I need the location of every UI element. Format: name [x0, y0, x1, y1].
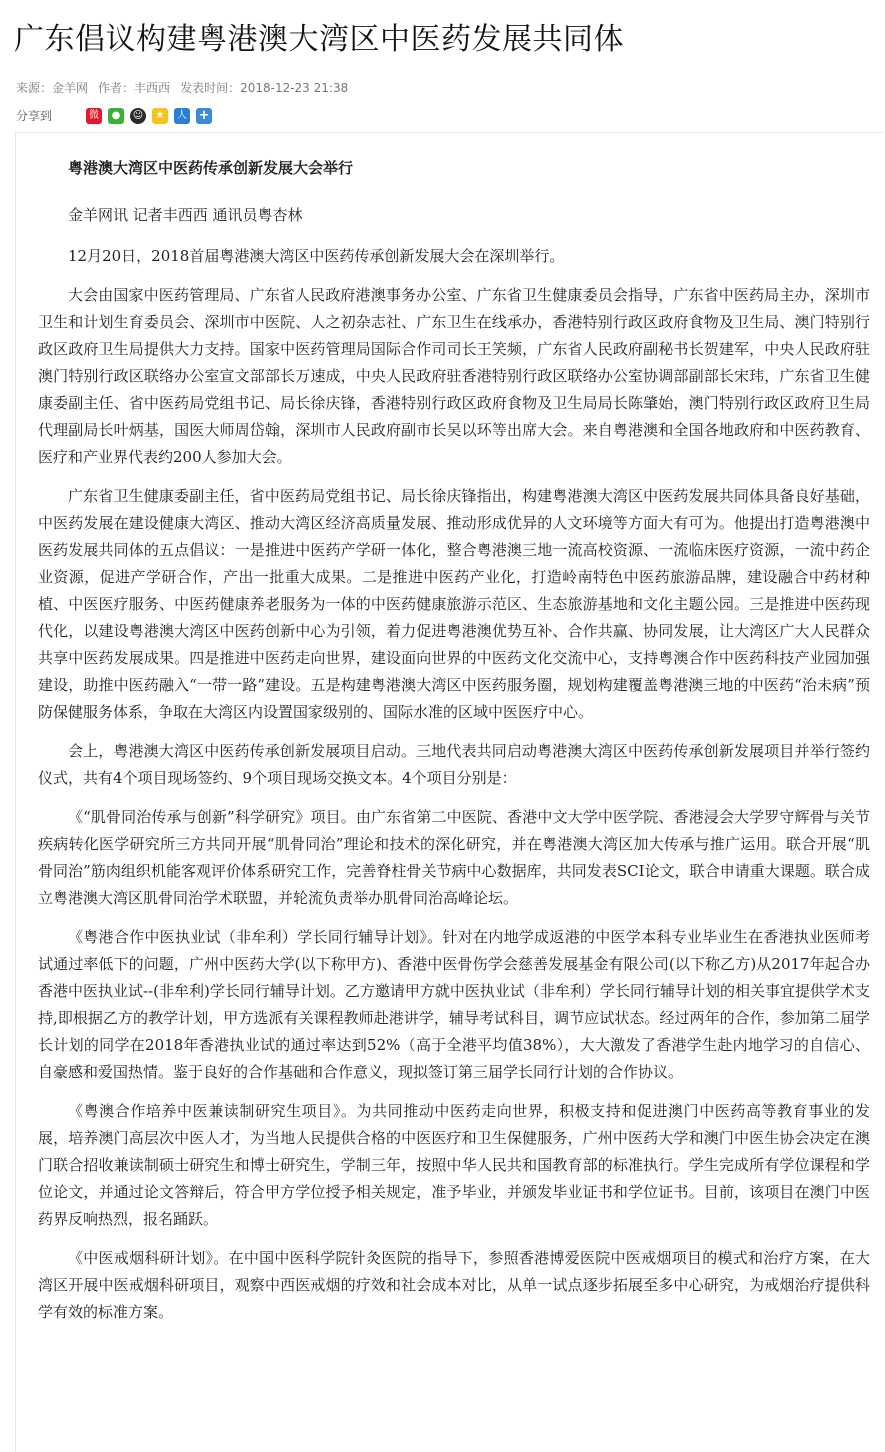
- more-share-icon[interactable]: +: [196, 108, 212, 124]
- article-body: [15, 132, 883, 1452]
- paragraph: 《中医戒烟科研计划》。在中国中医科学院针灸医院的指导下，参照香港博爱医院中医戒烟项目的模式和治疗方案，在大湾区开展中医戒烟科研项目，观察中西医戒烟的疗效和社会成本对比，从单一试点逐步拓展至多中心研究，为戒烟治疗提供科学有效的标准方案。: [38, 1249, 870, 1321]
- page-title: 广东倡议构建粤港澳大湾区中医药发展共同体: [14, 22, 624, 57]
- source-label: 来源：: [16, 81, 53, 95]
- paragraph: 12月20日，2018首届粤港澳大湾区中医药传承创新发展大会在深圳举行。: [68, 247, 565, 265]
- paragraph: 大会由国家中医药管理局、广东省人民政府港澳事务办公室、广东省卫生健康委员会指导，广东省中医药局主办，深圳市卫生和计划生育委员会、深圳市中医院、人之初杂志社、广东卫生在线承办，香港特别行政区政府食物及卫生局、澳门特别行政区政府卫生局提供大力支持。国家中医药管理局国际合作司司长王笑频，广东省人民政府副秘书长贺建军，中央人民政府驻澳门特别行政区联络办公室宣文部部长万速成，中央人民政府驻香港特别行政区联络办公室协调部副部长宋玮，广东省卫生健康委副主任、省中医药局党组书记、局长徐庆锋，香港特别行政区政府食物及卫生局局长陈肇始，澳门特别行政区政府卫生局代理副局长叶炳基，国医大师周岱翰，深圳市人民政府副市长吴以环等出席大会。来自粤港澳和全国各地政府和中医药教育、医疗和产业界代表约200人参加大会。: [38, 286, 870, 466]
- paragraph: 《粤港合作中医执业试（非牟利）学长同行辅导计划》。针对在内地学成返港的中医学本科专业毕业生在香港执业医师考试通过率低下的问题，广州中医药大学(以下称甲方)、香港中医骨伤学会慈善发展基金有限公司(以下称乙方)从2017年起合办香港中医执业试--(非牟利)学长同行辅导计划。乙方邀请甲方就中医执业试（非牟利）学长同行辅导计划的相关事宜提供学术支持,即根据乙方的教学计划，甲方选派有关课程教师赴港讲学，辅导考试科目，调节应试状态。经过两年的合作，参加第二届学长计划的同学在2018年香港执业试的通过率达到52%（高于全港平均值38%），大大激发了香港学生赴内地学习的自信心、自豪感和爱国热情。鉴于良好的合作基础和合作意义，现拟签订第三届学长同行计划的合作协议。: [38, 928, 870, 1081]
- article-meta: [16, 79, 348, 96]
- share-bar: [16, 107, 212, 124]
- source-value[interactable]: 金羊网: [52, 81, 89, 95]
- wechat-icon[interactable]: ●: [108, 108, 124, 124]
- time-label: 发表时间：: [180, 81, 241, 95]
- paragraph: 广东省卫生健康委副主任，省中医药局党组书记、局长徐庆锋指出，构建粤港澳大湾区中医药发展共同体具备良好基础，中医药发展在建设健康大湾区、推动大湾区经济高质量发展、推动形成优异的人文环境等方面大有可为。他提出打造粤港澳中医药发展共同体的五点倡议：一是推进中医药产学研一体化，整合粤港澳三地一流高校资源、一流临床医疗资源，一流中药企业资源，促进产学研合作，产出一批重大成果。二是推进中医药产业化，打造岭南特色中医药旅游品牌，建设融合中药材种植、中医医疗服务、中医药健康养老服务为一体的中医药健康旅游示范区、生态旅游基地和文化主题公园。三是推进中医药现代化，以建设粤港澳大湾区中医药创新中心为引领，着力促进粤港澳优势互补、合作共赢、协同发展，让大湾区广大人民群众共享中医药发展成果。四是推进中医药走向世界，建设面向世界的中医药文化交流中心，支持粤澳合作中医药科技产业园加强建设，助推中医药融入“一带一路”建设。五是构建粤港澳大湾区中医药服务圈，规划构建覆盖粤港澳三地的中医药“治未病”预防保健服务体系，争取在大湾区内设置国家级别的、国际水准的区域中医医疗中心。: [38, 487, 870, 721]
- weibo-icon[interactable]: 微: [86, 108, 102, 124]
- share-label: 分享到: [16, 109, 53, 123]
- author-value: 丰西西: [134, 81, 171, 95]
- paragraph: 会上，粤港澳大湾区中医药传承创新发展项目启动。三地代表共同启动粤港澳大湾区中医药传承创新发展项目并举行签约仪式，共有4个项目现场签约、9个项目现场交换文本。4个项目分别是：: [38, 742, 870, 787]
- author-label: 作者：: [98, 81, 135, 95]
- qzone-icon[interactable]: ★: [152, 108, 168, 124]
- qq-icon[interactable]: ☺: [130, 108, 146, 124]
- paragraph: 《粤澳合作培养中医兼读制研究生项目》。为共同推动中医药走向世界，积极支持和促进澳门中医药高等教育事业的发展，培养澳门高层次中医人才，为当地人民提供合格的中医医疗和卫生保健服务，广州中医药大学和澳门中医生协会决定在澳门联合招收兼读制硕士研究生和博士研究生，学制三年，按照中华人民共和国教育部的标准执行。学生完成所有学位课程和学位论文，并通过论文答辩后，符合甲方学位授予相关规定，准予毕业，并颁发毕业证书和学位证书。目前，该项目在澳门中医药界反响热烈，报名踊跃。: [38, 1102, 870, 1228]
- article-content: [38, 155, 870, 1338]
- article-byline: 金羊网讯 记者丰西西 通讯员粤杏林: [68, 206, 303, 224]
- publish-time: 2018-12-23 21:38: [240, 81, 349, 95]
- renren-icon[interactable]: 人: [174, 108, 190, 124]
- share-icons: [86, 108, 212, 124]
- paragraph: 《“肌骨同治传承与创新”科学研究》项目。由广东省第二中医院、香港中文大学中医学院、香港浸会大学罗守辉骨与关节疾病转化医学研究所三方共同开展“肌骨同治”理论和技术的深化研究，并在粤港澳大湾区加大传承与推广运用。联合开展“肌骨同治”筋肉组织机能客观评价体系研究工作，完善脊柱骨关节病中心数据库，共同发表SCI论文，联合申请重大课题。联合成立粤港澳大湾区肌骨同治学术联盟，并轮流负责举办肌骨同治高峰论坛。: [38, 808, 870, 907]
- article-subtitle: 粤港澳大湾区中医药传承创新发展大会举行: [68, 159, 354, 177]
